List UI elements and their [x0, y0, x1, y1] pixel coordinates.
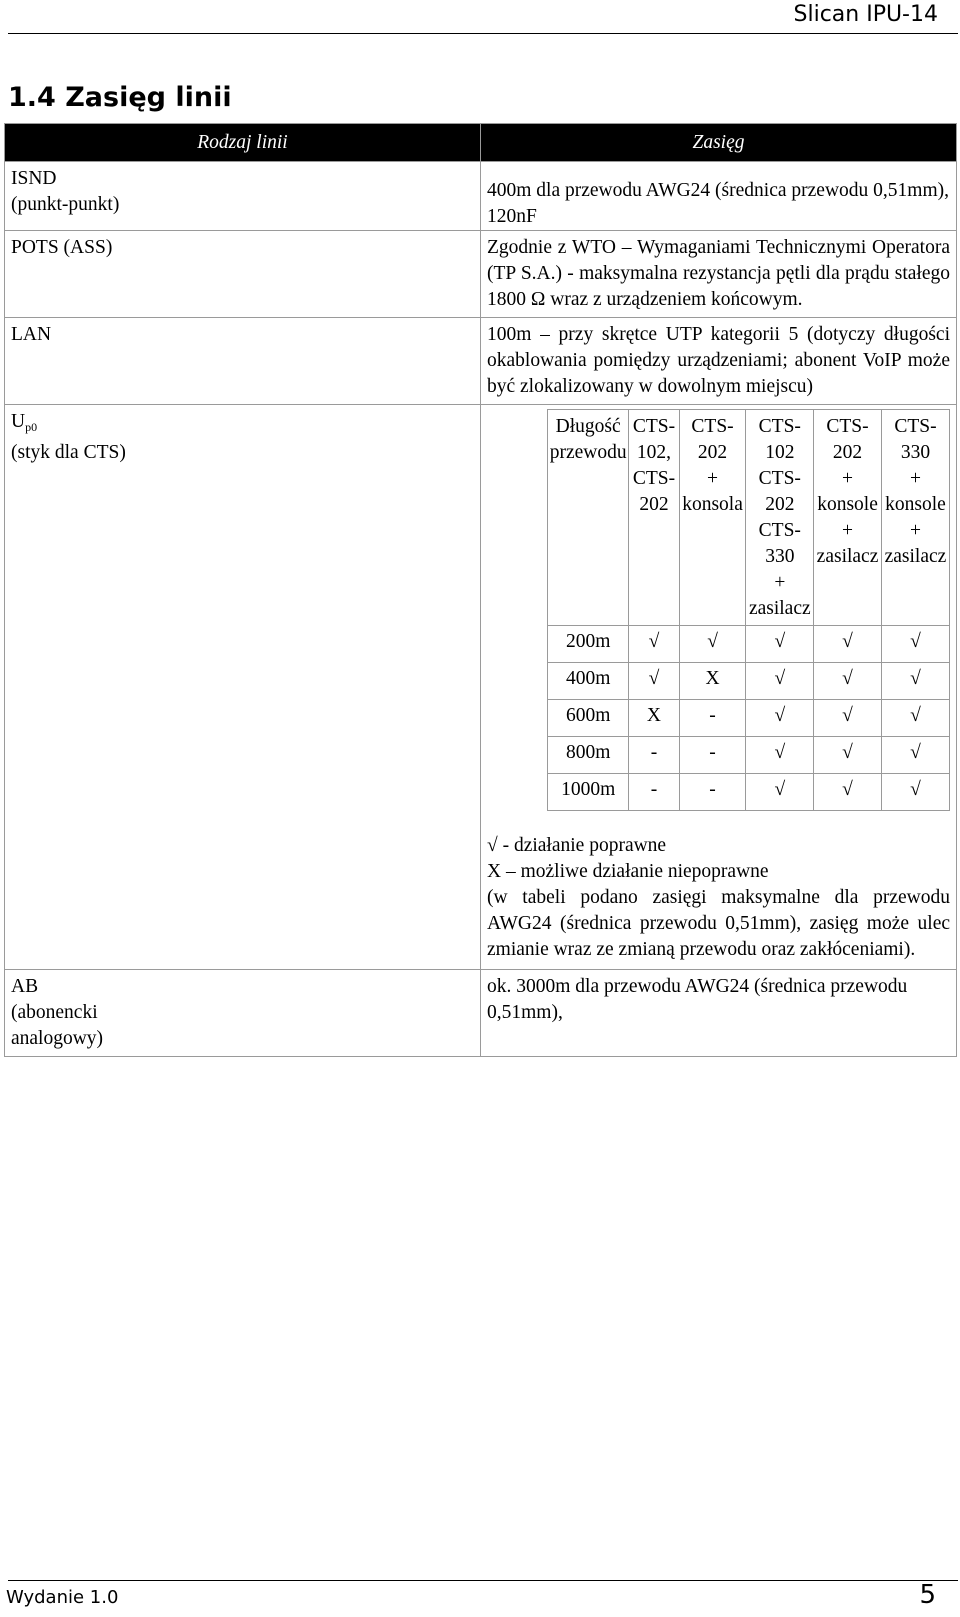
up0-header-cts102-cts202: CTS-102, CTS-202	[629, 410, 679, 626]
line-type-text: (punkt-punkt)	[11, 194, 120, 215]
up0-cell: √	[814, 626, 882, 663]
up0-header-cts330-consoles-psu: CTS-330 + konsole + zasilacz	[881, 410, 949, 626]
up0-cell: √	[629, 626, 679, 663]
footer-rule	[8, 1580, 958, 1581]
range-text: 400m dla przewodu AWG24 (średnica przewodu 0,51mm), 120nF	[487, 180, 949, 227]
range-cell	[481, 970, 957, 1057]
up0-cell: 600m	[548, 700, 629, 737]
up0-row-800m	[548, 737, 950, 774]
up0-cell: √	[629, 663, 679, 700]
range-cell	[481, 405, 957, 970]
line-type-up0: $U_{p0}$	[11, 411, 38, 434]
up0-header-length: Długość przewodu	[548, 410, 629, 626]
line-type-text: LAN	[11, 324, 52, 345]
up0-cell: √	[881, 663, 949, 700]
up0-cell: X	[679, 663, 746, 700]
line-type-cell	[5, 318, 481, 405]
up0-cell: -	[679, 737, 746, 774]
up0-cell: √	[881, 626, 949, 663]
up0-cell: √	[814, 774, 882, 811]
up0-cell: √	[881, 700, 949, 737]
table-row	[5, 405, 957, 970]
up0-cell: √	[746, 663, 814, 700]
range-text: 100m – przy skrętce UTP kategorii 5 (dotyczy długości okablowania pomiędzy urządzeniami; abonent VoIP może być zlokalizowany w dowolnym miejscu)	[487, 324, 950, 397]
up0-cell: 400m	[548, 663, 629, 700]
up0-cell: 200m	[548, 626, 629, 663]
line-type-cell	[5, 162, 481, 231]
column-header-range: Zasięg	[481, 124, 957, 162]
up0-cell: √	[679, 626, 746, 663]
up0-cell: 800m	[548, 737, 629, 774]
up0-cell: √	[814, 700, 882, 737]
legend-note: (w tabeli podano zasięgi maksymalne dla przewodu AWG24 (średnica przewodu 0,51mm), zasięg może ulec zmianie wraz ze zmianą przewodu oraz zakłóceniami).	[487, 887, 950, 960]
up0-cell: √	[881, 774, 949, 811]
line-type-text: POTS (ASS)	[11, 237, 113, 258]
up0-header-all-psu: CTS-102 CTS-202 CTS-330 + zasilacz	[746, 410, 814, 626]
up0-cell: √	[746, 737, 814, 774]
up0-row-200m	[548, 626, 950, 663]
up0-cell: √	[746, 774, 814, 811]
up0-cell: √	[746, 700, 814, 737]
range-cell	[481, 231, 957, 318]
table-row	[5, 162, 957, 231]
line-type-note: (styk dla CTS)	[11, 442, 126, 463]
page-number: 5	[919, 1580, 936, 1610]
header-rule	[8, 33, 958, 34]
up0-cell: -	[629, 774, 679, 811]
line-type-cell	[5, 405, 481, 970]
line-type-text: analogowy)	[11, 1028, 104, 1049]
up0-row-400m	[548, 663, 950, 700]
up0-cell: √	[814, 737, 882, 774]
up0-range-table	[547, 409, 950, 811]
table-row	[5, 231, 957, 318]
up0-row-600m	[548, 700, 950, 737]
range-cell	[481, 162, 957, 231]
range-table	[4, 123, 957, 1057]
range-text: Zgodnie z WTO – Wymaganiami Technicznymi Operatora (TP S.A.) - maksymalna rezystancja pętli dla prądu stałego 1800 Ω wraz z urządzeniem końcowym.	[487, 237, 950, 310]
up0-cell: -	[679, 774, 746, 811]
table-row	[5, 970, 957, 1057]
up0-legend	[487, 833, 950, 963]
up0-header-row	[548, 410, 950, 626]
line-type-text: AB	[11, 976, 39, 997]
section-heading: 1.4 Zasięg linii	[8, 82, 232, 113]
up0-header-cts202-console: CTS-202 + konsola	[679, 410, 746, 626]
line-type-cell	[5, 970, 481, 1057]
legend-line: √ - działanie poprawne	[487, 835, 667, 856]
range-cell	[481, 318, 957, 405]
line-type-cell	[5, 231, 481, 318]
line-type-text: ISND	[11, 168, 57, 189]
subscript: p0	[25, 420, 38, 434]
table-header-row	[5, 124, 957, 162]
document-title: Slican IPU-14	[793, 2, 938, 27]
legend-line: X – możliwe działanie niepoprawne	[487, 861, 769, 882]
up0-cell: -	[679, 700, 746, 737]
line-type-text: (abonencki	[11, 1002, 98, 1023]
column-header-line-type: Rodzaj linii	[5, 124, 481, 162]
table-row	[5, 318, 957, 405]
up0-cell: √	[881, 737, 949, 774]
edition-label: Wydanie 1.0	[6, 1587, 119, 1608]
range-text: ok. 3000m dla przewodu AWG24 (średnica przewodu 0,51mm),	[487, 976, 908, 1023]
up0-cell: -	[629, 737, 679, 774]
up0-cell: 1000m	[548, 774, 629, 811]
up0-header-cts202-consoles-psu: CTS-202 + konsole + zasilacz	[814, 410, 882, 626]
up0-cell: √	[746, 626, 814, 663]
up0-cell: X	[629, 700, 679, 737]
up0-cell: √	[814, 663, 882, 700]
up0-row-1000m	[548, 774, 950, 811]
